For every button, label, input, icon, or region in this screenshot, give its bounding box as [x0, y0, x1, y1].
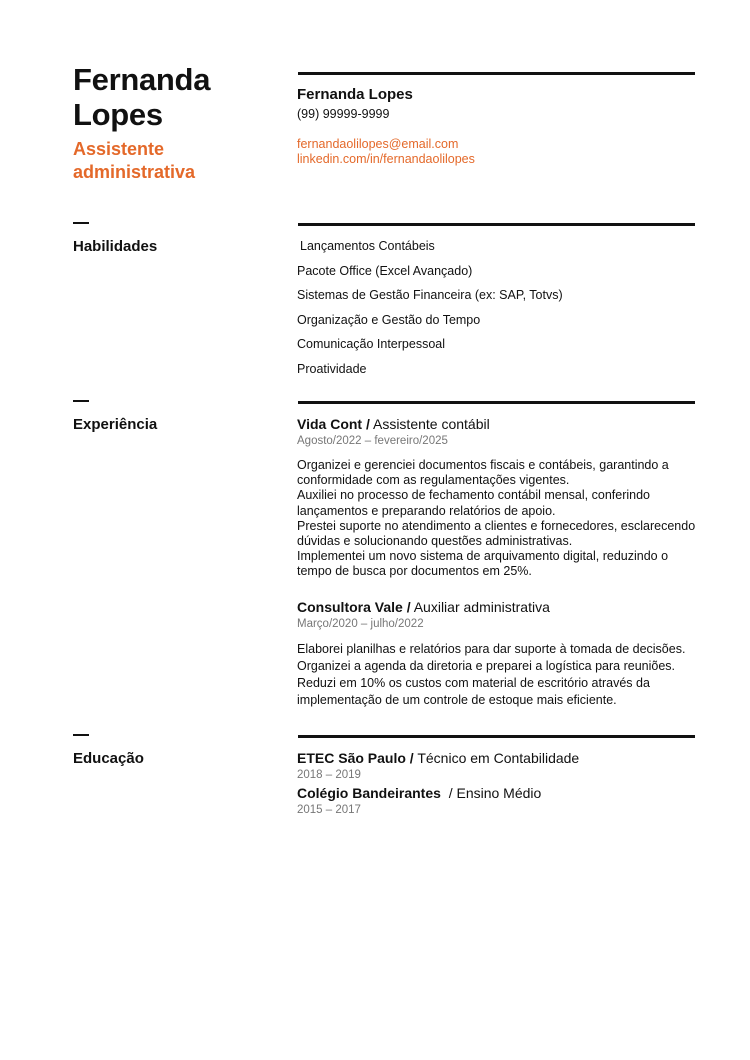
skill-item: Lançamentos Contábeis [300, 239, 435, 253]
job-1-line: conformidade com as regulamentações vigentes. [297, 473, 570, 488]
skill-item: Organização e Gestão do Tempo [297, 312, 481, 327]
job-1-description [297, 458, 697, 580]
education-2-course: / Ensino Médio [444, 785, 542, 801]
skills-title: Habilidades [73, 238, 158, 255]
education-1-heading [297, 750, 579, 766]
education-1-course: Técnico em Contabilidade [413, 750, 580, 766]
job-2-line: Organizei a agenda da diretoria e preparei a logística para reuniões. [297, 659, 676, 673]
role-line-2: administrativa [73, 162, 196, 182]
experience-title: Experiência [73, 416, 158, 433]
experience-divider [298, 401, 695, 404]
job-1-company: Vida Cont / [297, 416, 370, 432]
job-2-heading [297, 599, 550, 615]
name-last: Lopes [73, 97, 163, 132]
name-first: Fernanda [73, 62, 211, 97]
job-1-heading [297, 416, 490, 432]
job-1-line: tempo de busca por documentos em 25%. [297, 564, 532, 579]
skill-item: Proatividade [297, 361, 367, 376]
skill-item: Pacote Office (Excel Avançado) [297, 263, 473, 278]
job-2-line: implementação de um controle de estoque mais eficiente. [297, 693, 617, 707]
education-divider [298, 735, 695, 738]
job-1-line: Prestei suporte no atendimento a clientes e fornecedores, esclarecendo [297, 518, 696, 533]
job-1-line: lançamentos e preparando relatórios de apoio. [297, 503, 556, 518]
education-2-school: Colégio Bandeirantes [297, 785, 445, 801]
contact-phone: (99) 99999-9999 [297, 107, 390, 121]
skills-divider [298, 223, 695, 226]
job-1-line: dúvidas e solucionando questões administrativas. [297, 534, 573, 549]
job-2-description [297, 641, 697, 709]
skill-item: Comunicação Interpessoal [297, 337, 445, 352]
job-1-line: Auxiliei no processo de fechamento contábil mensal, conferindo [297, 488, 650, 503]
experience-dash [73, 400, 89, 402]
job-1-line: Organizei e gerenciei documentos fiscais e contábeis, garantindo a [297, 458, 669, 472]
education-1-school: ETEC São Paulo / [297, 750, 414, 766]
job-2-line: Elaborei planilhas e relatórios para dar suporte à tomada de decisões. [297, 642, 686, 656]
job-1-dates: Agosto/2022 – fevereiro/2025 [297, 435, 448, 447]
job-1-line: Implementei um novo sistema de arquivamento digital, reduzindo o [297, 549, 669, 564]
contact-name: Fernanda Lopes [297, 86, 413, 103]
education-title: Educação [73, 750, 144, 767]
skills-dash [73, 222, 89, 224]
education-2-dates: 2015 – 2017 [297, 804, 361, 816]
linkedin-link[interactable]: linkedin.com/in/fernandaolilopes [297, 152, 475, 166]
candidate-role [73, 138, 273, 184]
job-2-title: Auxiliar administrativa [410, 599, 550, 615]
job-2-line: Reduzi em 10% os custos com material de escritório através da [297, 676, 650, 690]
role-line-1: Assistente [73, 139, 165, 159]
education-dash [73, 734, 89, 736]
email-link[interactable]: fernandaolilopes@email.com [297, 137, 459, 151]
job-1-title: Assistente contábil [369, 416, 490, 432]
candidate-name [73, 62, 273, 132]
skills-list [297, 238, 563, 386]
job-2-company: Consultora Vale / [297, 599, 411, 615]
education-2-heading [297, 785, 541, 801]
contact-divider [298, 72, 695, 75]
education-1-dates: 2018 – 2019 [297, 769, 361, 781]
skill-item: Sistemas de Gestão Financeira (ex: SAP, Totvs) [297, 288, 563, 303]
job-2-dates: Março/2020 – julho/2022 [297, 618, 424, 630]
